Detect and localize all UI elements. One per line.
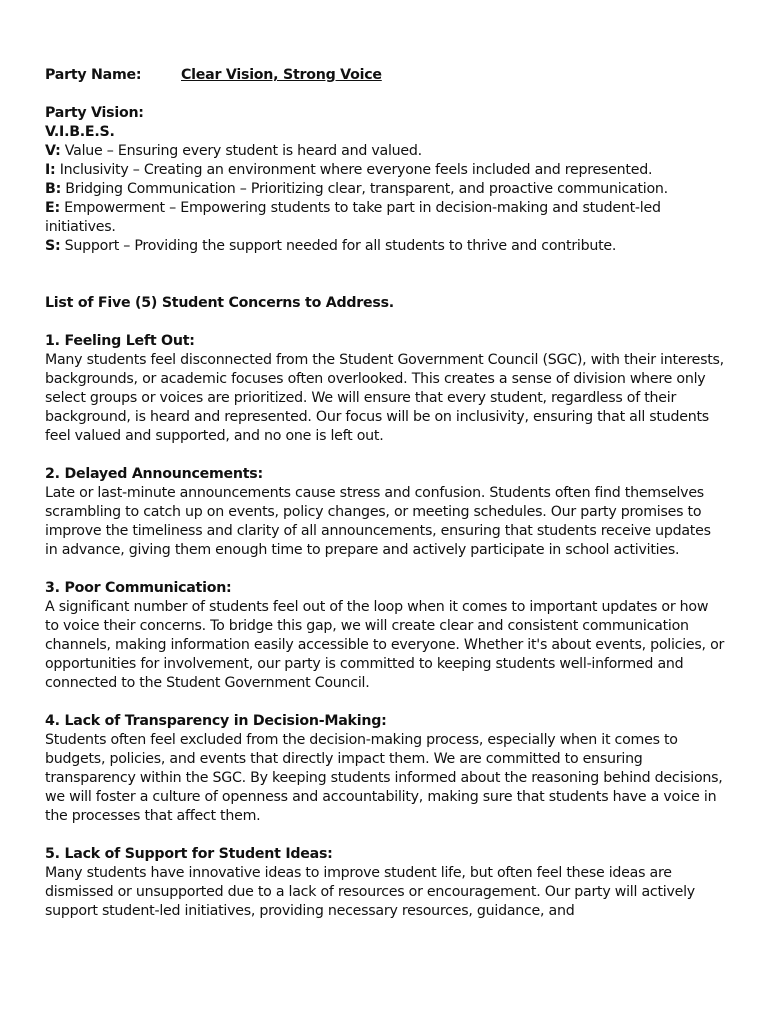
vibes-letter: V:: [45, 143, 61, 159]
vibes-text: Empowerment – Empowering students to take part in decision-making and student-led initiatives.: [45, 200, 661, 235]
spacer: [45, 446, 725, 465]
vibes-item-s: [45, 237, 725, 256]
concerns-heading: List of Five (5) Student Concerns to Address.: [45, 295, 394, 311]
concern-5-body: Many students have innovative ideas to improve student life, but often feel these ideas are dismissed or unsupported due to a lack of resources or encouragement. Our party will actively support student-led initiatives, providing necessary resources, guidance, and: [45, 865, 695, 919]
concern-1-title: 1. Feeling Left Out:: [45, 333, 195, 349]
vibes-text: Inclusivity – Creating an environment where everyone feels included and represented.: [55, 162, 653, 178]
spacer: [45, 693, 725, 712]
vibes-item-b: [45, 180, 725, 199]
vibes-letter: E:: [45, 200, 60, 216]
vibes-item-i: [45, 161, 725, 180]
concern-3-title: 3. Poor Communication:: [45, 580, 232, 596]
party-name-label: Party Name:: [45, 67, 142, 83]
vibes-letter: I:: [45, 162, 56, 178]
spacer: [45, 256, 725, 294]
vibes-text: Value – Ensuring every student is heard and valued.: [60, 143, 422, 159]
spacer: [45, 85, 725, 104]
vision-heading: Party Vision:: [45, 105, 144, 121]
concern-4-body: Students often feel excluded from the decision-making process, especially when it comes to budgets, policies, and events that directly impact them. We are committed to ensuring transparency within the SGC. By keeping students informed about the reasoning behind decisions, we will foster a culture of openness and accountability, making sure that students have a voice in the processes that affect them.: [45, 732, 723, 824]
vibes-letter: B:: [45, 181, 61, 197]
document-page: [45, 66, 725, 921]
vibes-item-v: [45, 142, 725, 161]
vibes-item-e: [45, 199, 725, 237]
party-name-row: [45, 66, 725, 85]
concern-5-title: 5. Lack of Support for Student Ideas:: [45, 846, 333, 862]
spacer: [45, 826, 725, 845]
vision-acronym: V.I.B.E.S.: [45, 124, 115, 140]
concern-3-body: A significant number of students feel out of the loop when it comes to important updates or how to voice their concerns. To bridge this gap, we will create clear and consistent communication channels, making information easily accessible to everyone. Whether it's about events, policies, or opportunities for involvement, our party is committed to keeping students well-informed and connected to the Student Government Council.: [45, 599, 725, 691]
vibes-text: Bridging Communication – Prioritizing clear, transparent, and proactive communication.: [61, 181, 668, 197]
spacer: [45, 313, 725, 332]
concern-1-body: Many students feel disconnected from the Student Government Council (SGC), with their interests, backgrounds, or academic focuses often overlooked. This creates a sense of division where only select groups or voices are prioritized. We will ensure that every student, regardless of their background, is heard and represented. Our focus will be on inclusivity, ensuring that all students feel valued and supported, and no one is left out.: [45, 352, 724, 444]
vibes-letter: S:: [45, 238, 61, 254]
spacer: [45, 560, 725, 579]
concern-2-title: 2. Delayed Announcements:: [45, 466, 263, 482]
concern-2-body: Late or last-minute announcements cause stress and confusion. Students often find themselves scrambling to catch up on events, policy changes, or meeting schedules. Our party promises to improve the timeliness and clarity of all announcements, ensuring that students receive updates in advance, giving them enough time to prepare and actively participate in school activities.: [45, 485, 711, 558]
vibes-text: Support – Providing the support needed for all students to thrive and contribute.: [60, 238, 617, 254]
party-name-value: Clear Vision, Strong Voice: [181, 67, 382, 83]
concern-4-title: 4. Lack of Transparency in Decision-Making:: [45, 713, 387, 729]
